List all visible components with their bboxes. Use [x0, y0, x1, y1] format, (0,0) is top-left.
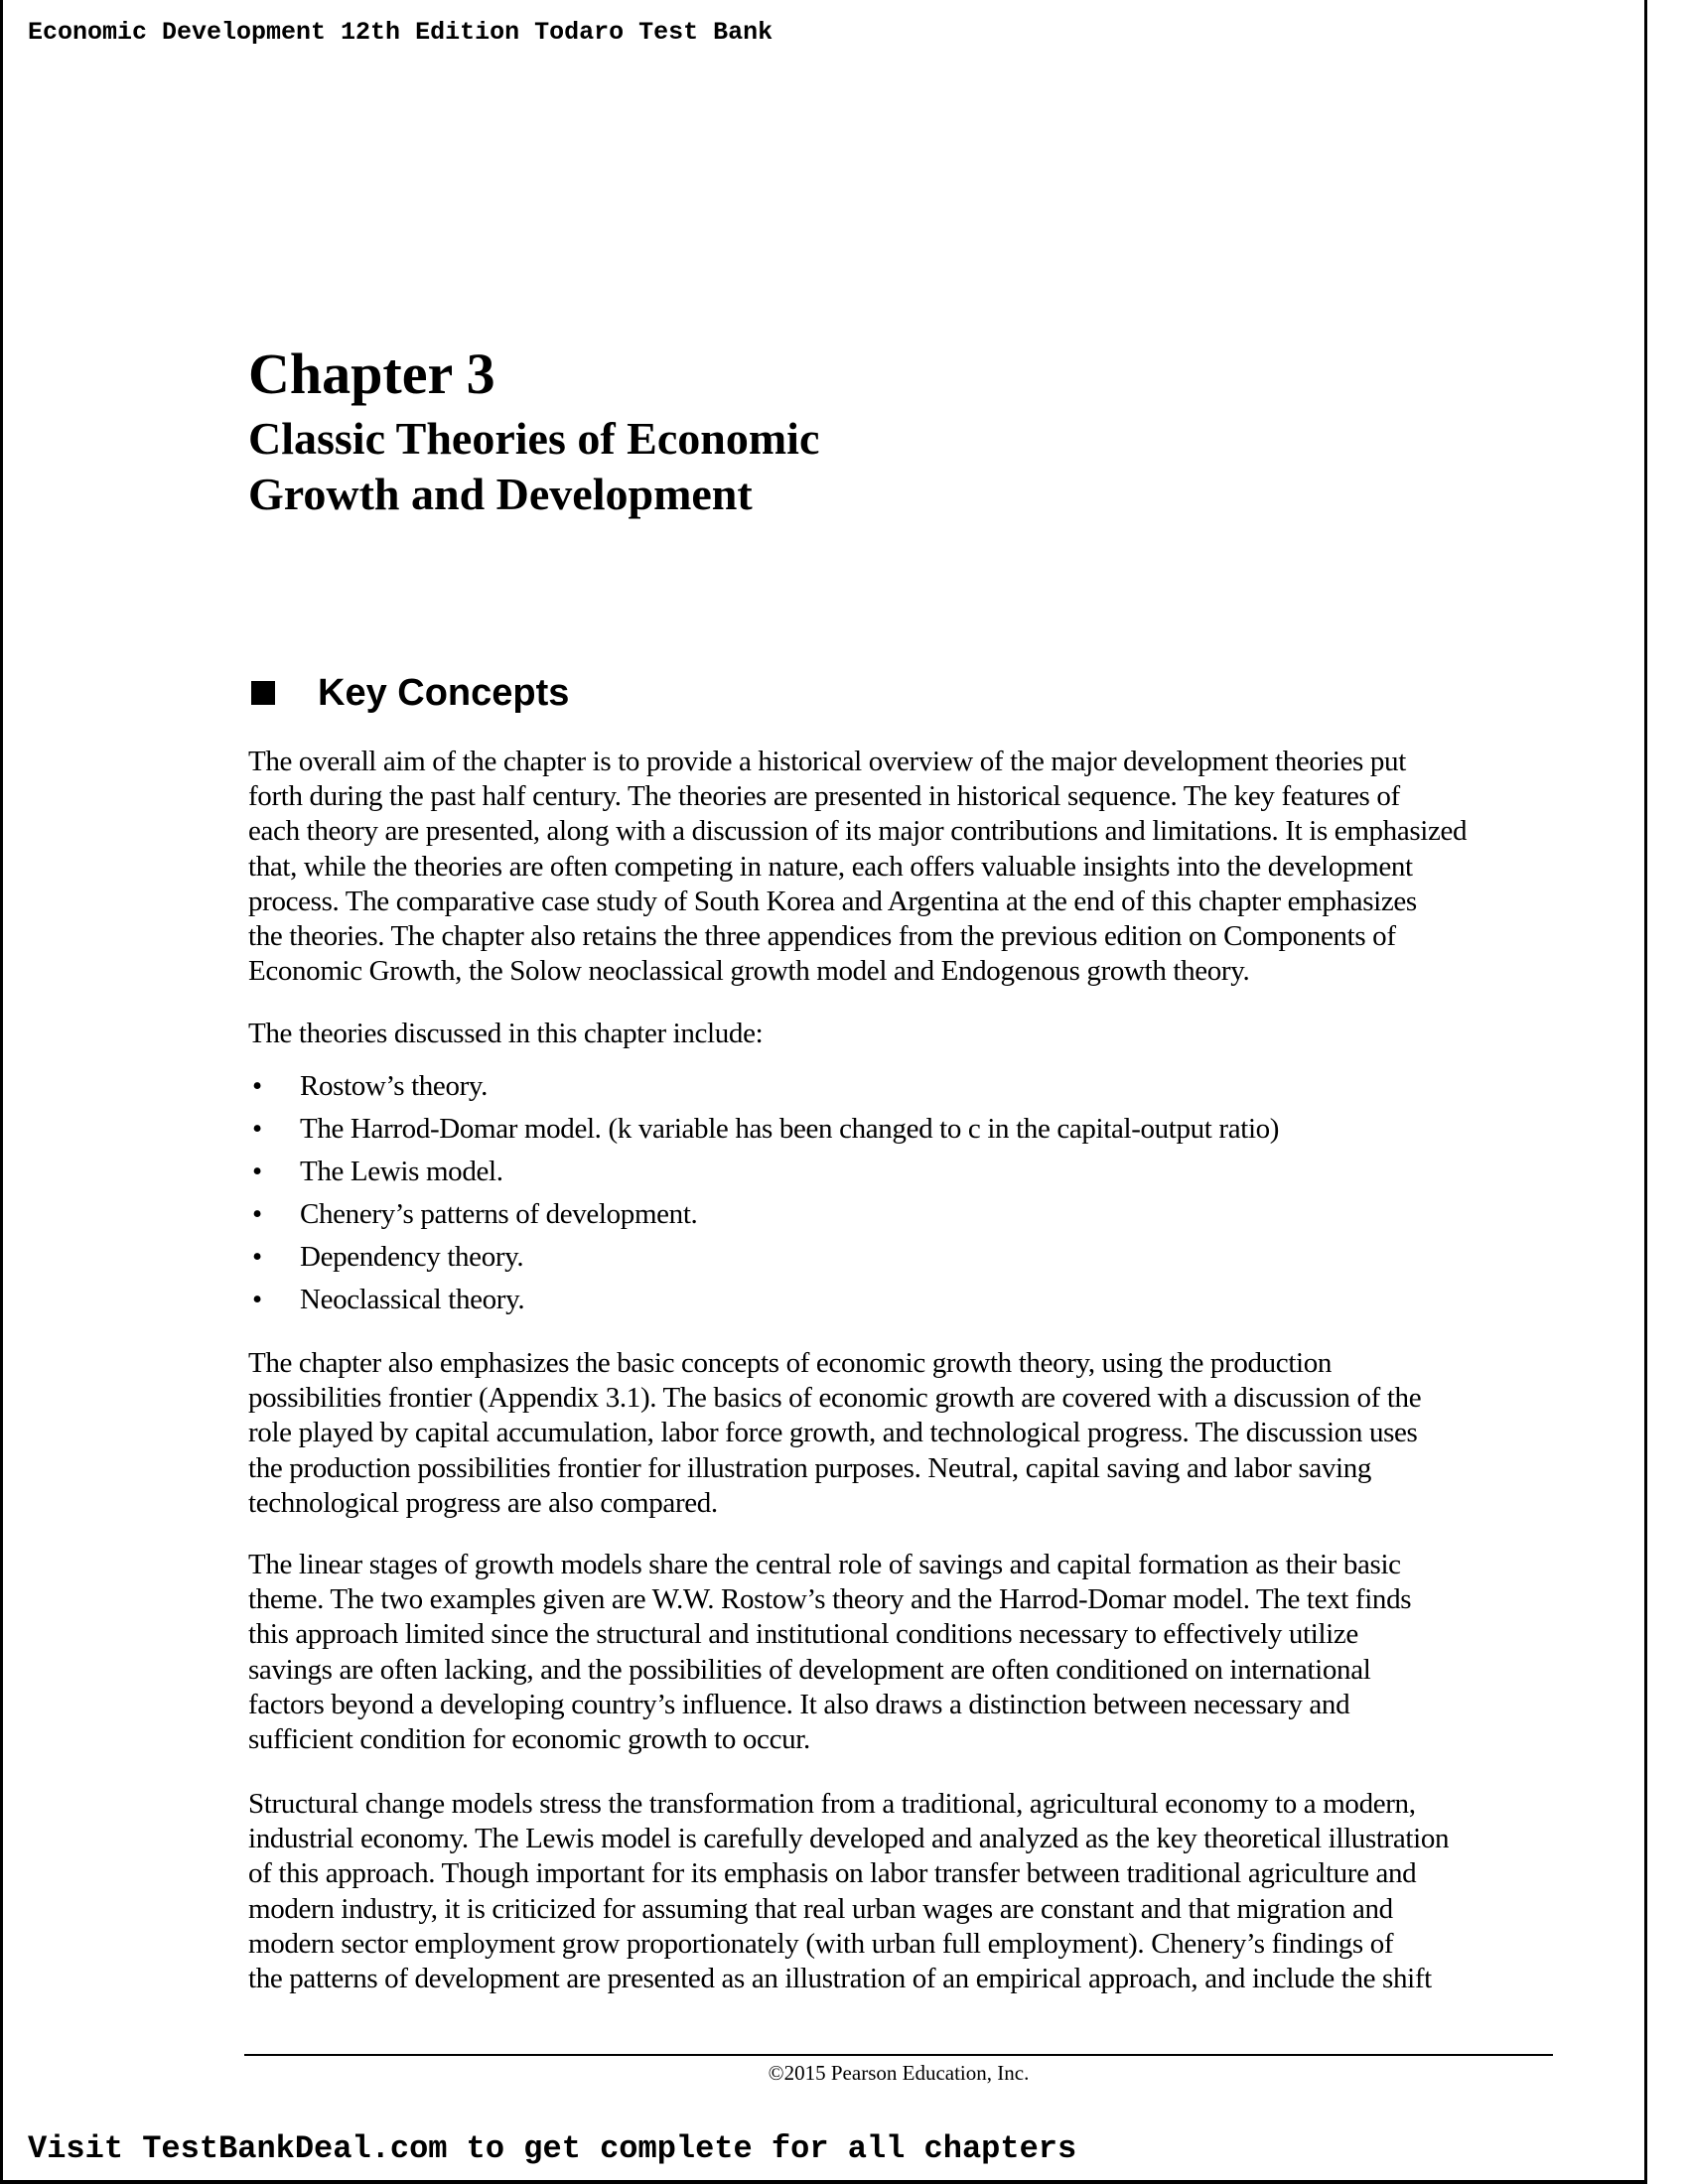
bullet-icon: • [252, 1241, 262, 1273]
list-item-text: The Harrod-Domar model. (k variable has been changed to c in the capital-output ratio) [300, 1113, 1280, 1145]
bullet-icon: • [252, 1156, 262, 1187]
bullet-icon: • [252, 1070, 262, 1102]
text-line: possibilities frontier (Appendix 3.1). The basics of economic growth are covered with a discussion of the [248, 1382, 1422, 1415]
footer-rule [244, 2054, 1553, 2056]
text-line: of this approach. Though important for its emphasis on labor transfer between traditional agriculture and [248, 1857, 1417, 1890]
chapter-title [248, 411, 819, 522]
text-line: process. The comparative case study of South Korea and Argentina at the end of this chapter emphasizes [248, 885, 1417, 917]
text-line: role played by capital accumulation, labor force growth, and technological progress. The discussion uses [248, 1417, 1418, 1449]
text-line: this approach limited since the structural and institutional conditions necessary to effectively utilize [248, 1618, 1358, 1651]
text-line: theme. The two examples given are W.W. Rostow’s theory and the Harrod-Domar model. The text finds [248, 1583, 1412, 1616]
bullet-icon: • [252, 1113, 262, 1145]
text-line: sufficient condition for economic growth to occur. [248, 1723, 810, 1756]
section-heading-text: Key Concepts [318, 671, 570, 714]
theories-intro [248, 1017, 763, 1051]
paragraph-linear-stages [248, 1548, 1411, 1757]
text-line: technological progress are also compared. [248, 1486, 718, 1519]
text-line: the theories. The chapter also retains the three appendices from the previous edition on Components of [248, 920, 1396, 953]
text-line: forth during the past half century. The theories are presented in historical sequence. The key features of [248, 780, 1400, 813]
list-item-text: Rostow’s theory. [300, 1070, 489, 1102]
list-item-text: Dependency theory. [300, 1241, 524, 1273]
header-banner: Economic Development 12th Edition Todaro Test Bank [28, 18, 774, 47]
text-line: Economic Growth, the Solow neoclassical growth model and Endogenous growth theory. [248, 955, 1250, 988]
promo-link[interactable]: Visit TestBankDeal.com to get complete for all chapters [28, 2130, 1077, 2167]
text-line: that, while the theories are often competing in nature, each offers valuable insights into the development [248, 850, 1413, 883]
text-line: modern industry, it is criticized for assuming that real urban wages are constant and that migration and [248, 1892, 1393, 1925]
text-line: The chapter also emphasizes the basic concepts of economic growth theory, using the production [248, 1347, 1333, 1379]
text-line: the production possibilities frontier for illustration purposes. Neutral, capital saving and labor saving [248, 1451, 1372, 1484]
text-line: each theory are presented, along with a discussion of its major contributions and limitations. It is emphasized [248, 815, 1468, 848]
square-bullet-icon [251, 681, 275, 705]
text-line: factors beyond a developing country’s influence. It also draws a distinction between necessary and [248, 1688, 1350, 1720]
text-line: Structural change models stress the transformation from a traditional, agricultural economy to a modern, [248, 1788, 1416, 1820]
section-heading [251, 671, 569, 715]
list-item-text: The Lewis model. [300, 1156, 503, 1187]
chapter-number: Chapter 3 [248, 341, 495, 406]
paragraph-overview [248, 745, 1467, 989]
chapter-title-line: Growth and Development [248, 469, 753, 519]
theories-intro-text: The theories discussed in this chapter include: [248, 1018, 764, 1049]
text-line: the patterns of development are presented as an illustration of an empirical approach, and include the shift [248, 1963, 1432, 1995]
bullet-icon: • [252, 1284, 262, 1315]
bullet-icon: • [252, 1198, 262, 1230]
copyright: ©2015 Pearson Education, Inc. [768, 2061, 1030, 2085]
list-item-text: Chenery’s patterns of development. [300, 1198, 698, 1230]
paragraph-structural-change [248, 1787, 1449, 1996]
chapter-title-line: Classic Theories of Economic [248, 413, 820, 464]
list-item-text: Neoclassical theory. [300, 1284, 525, 1315]
paragraph-growth-concepts [248, 1346, 1421, 1521]
text-line: The overall aim of the chapter is to provide a historical overview of the major development theories put [248, 746, 1406, 777]
text-line: savings are often lacking, and the possibilities of development are often conditioned on international [248, 1653, 1371, 1686]
text-line: The linear stages of growth models share the central role of savings and capital formation as their basic [248, 1549, 1401, 1580]
text-line: industrial economy. The Lewis model is carefully developed and analyzed as the key theoretical illustration [248, 1823, 1450, 1855]
text-line: modern sector employment grow proportionately (with urban full employment). Chenery’s findings of [248, 1927, 1394, 1960]
